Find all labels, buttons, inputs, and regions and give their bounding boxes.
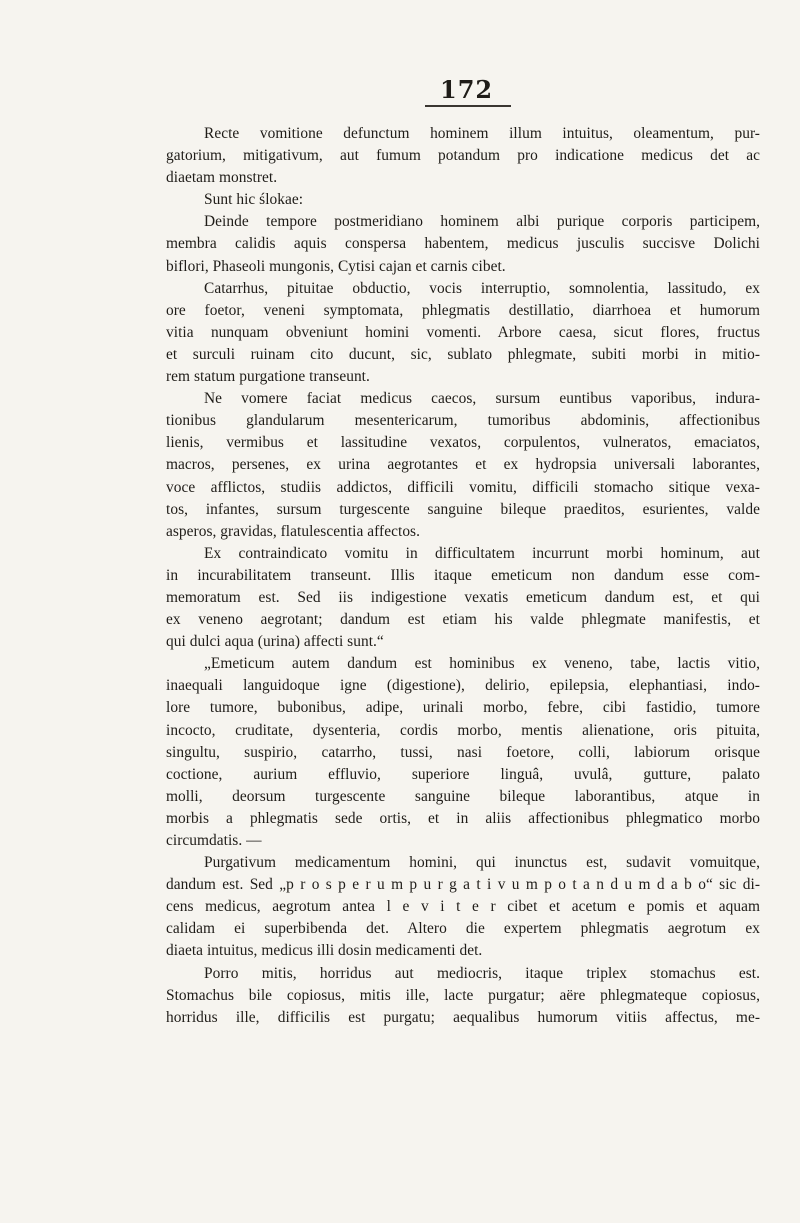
text-line: lore tumore, bubonibus, adipe, urinali morbo, febre, cibi fastidio, tumore <box>166 699 760 717</box>
text-line: tos, infantes, sursum turgescente sanguine bileque praeditos, esurientes, valde <box>166 500 760 518</box>
text-line: ore foetor, veneni symptomata, phlegmatis destillatio, diarrhoea et humorum <box>166 301 760 319</box>
text-line: vitia nunquam obveniunt homini vomenti. Arbore caesa, sicut flores, fructus <box>166 323 760 341</box>
text-line: ex veneno aegrotant; dandum est etiam his valde phlegmate manifestis, et <box>166 611 760 629</box>
text-line: biflori, Phaseoli mungonis, Cytisi cajan et carnis cibet. <box>166 257 506 275</box>
text-line: Stomachus bile copiosus, mitis ille, lacte purgatur; aëre phlegmateque copiosus, <box>166 986 760 1004</box>
text-line: lienis, vermibus et lassitudine vexatos, corpulentos, vulneratos, emaciatos, <box>166 434 760 452</box>
text-line: Catarrhus, pituitae obductio, vocis interruptio, somnolentia, lassitudo, ex <box>204 279 760 297</box>
text-line: circumdatis. — <box>166 832 262 849</box>
page-number-rule <box>425 105 511 107</box>
text-line: Recte vomitione defunctum hominem illum intuitus, oleamentum, pur- <box>204 125 760 142</box>
text-line: dandum est. Sed „p r o s p e r u m p u r g a t i v u m p o t a n d u m d a b o“ sic di- <box>166 876 760 894</box>
text-line: molli, deorsum turgescente sanguine bileque laborantibus, atque in <box>166 787 760 805</box>
text-line: rem statum purgatione transeunt. <box>166 368 370 386</box>
text-line: voce afflictos, studiis addictos, difficili vomitu, difficili stomacho sitique vexa- <box>166 478 760 496</box>
text-line: membra calidis aquis conspersa habentem, medicus jusculis succisve Dolichi <box>166 235 760 253</box>
text-line: asperos, gravidas, flatulescentia affectos. <box>166 522 420 540</box>
text-line: macros, persenes, ex urina aegrotantes et ex hydropsia universali laborantes, <box>166 456 760 474</box>
text-line: „Emeticum autem dandum est hominibus ex veneno, tabe, lactis vitio, <box>204 655 760 673</box>
text-line: in incurabilitatem transeunt. Illis itaque emeticum non dandum esse com- <box>166 566 760 584</box>
text-line: Purgativum medicamentum homini, qui inunctus est, sudavit vomuitque, <box>204 854 760 872</box>
text-line: diaetam monstret. <box>166 169 278 187</box>
text-line: et surculi ruinam cito ducunt, sic, sublato phlegmate, subiti morbi in mitio- <box>166 345 760 363</box>
text-line: Deinde tempore postmeridiano hominem albi purique corporis participem, <box>204 213 760 231</box>
page-number: 172 <box>440 75 494 104</box>
text-line: singultu, suspirio, catarrho, tussi, nasi foetore, colli, labiorum orisque <box>166 743 760 761</box>
text-line: Porro mitis, horridus aut mediocris, itaque triplex stomachus est. <box>204 964 760 982</box>
text-line: cens medicus, aegrotum antea l e v i t e r cibet et acetum e pomis et aquam <box>166 898 760 916</box>
text-line: inaequali languidoque igne (digestione), delirio, epilepsia, elephantiasi, indo- <box>166 677 760 695</box>
text-line: tionibus glandularum mesentericarum, tumoribus abdominis, affectionibus <box>166 412 760 430</box>
text-line: qui dulci aqua (urina) affecti sunt.“ <box>166 633 384 651</box>
text-line: gatorium, mitigativum, aut fumum potandum pro indicatione medicus det ac <box>166 147 760 165</box>
text-line: Ex contraindicato vomitu in difficultatem incurrunt morbi hominum, aut <box>204 544 760 562</box>
text-line: morbis a phlegmatis sede ortis, et in aliis affectionibus phlegmatico morbo <box>166 809 760 827</box>
text-line: coctione, aurium effluvio, superiore linguâ, uvulâ, gutture, palato <box>166 765 760 783</box>
text-line: diaeta intuitus, medicus illi dosin medicamenti det. <box>166 942 483 960</box>
text-line: horridus ille, difficilis est purgatu; aequalibus humorum vitiis affectus, me- <box>166 1008 760 1026</box>
text-line: Ne vomere faciat medicus caecos, sursum euntibus vaporibus, indura- <box>204 390 760 408</box>
text-line: calidam ei superbibenda det. Altero die expertem phlegmatis aegrotum ex <box>166 920 760 938</box>
text-line: incocto, cruditate, dysenteria, cordis morbo, mentis alienatione, oris pituita, <box>166 721 760 739</box>
body-text <box>166 123 760 1029</box>
text-line: memoratum est. Sed iis indigestione vexatis emeticum dandum est, et qui <box>166 588 760 606</box>
text-line: Sunt hic ślokae: <box>204 191 304 209</box>
